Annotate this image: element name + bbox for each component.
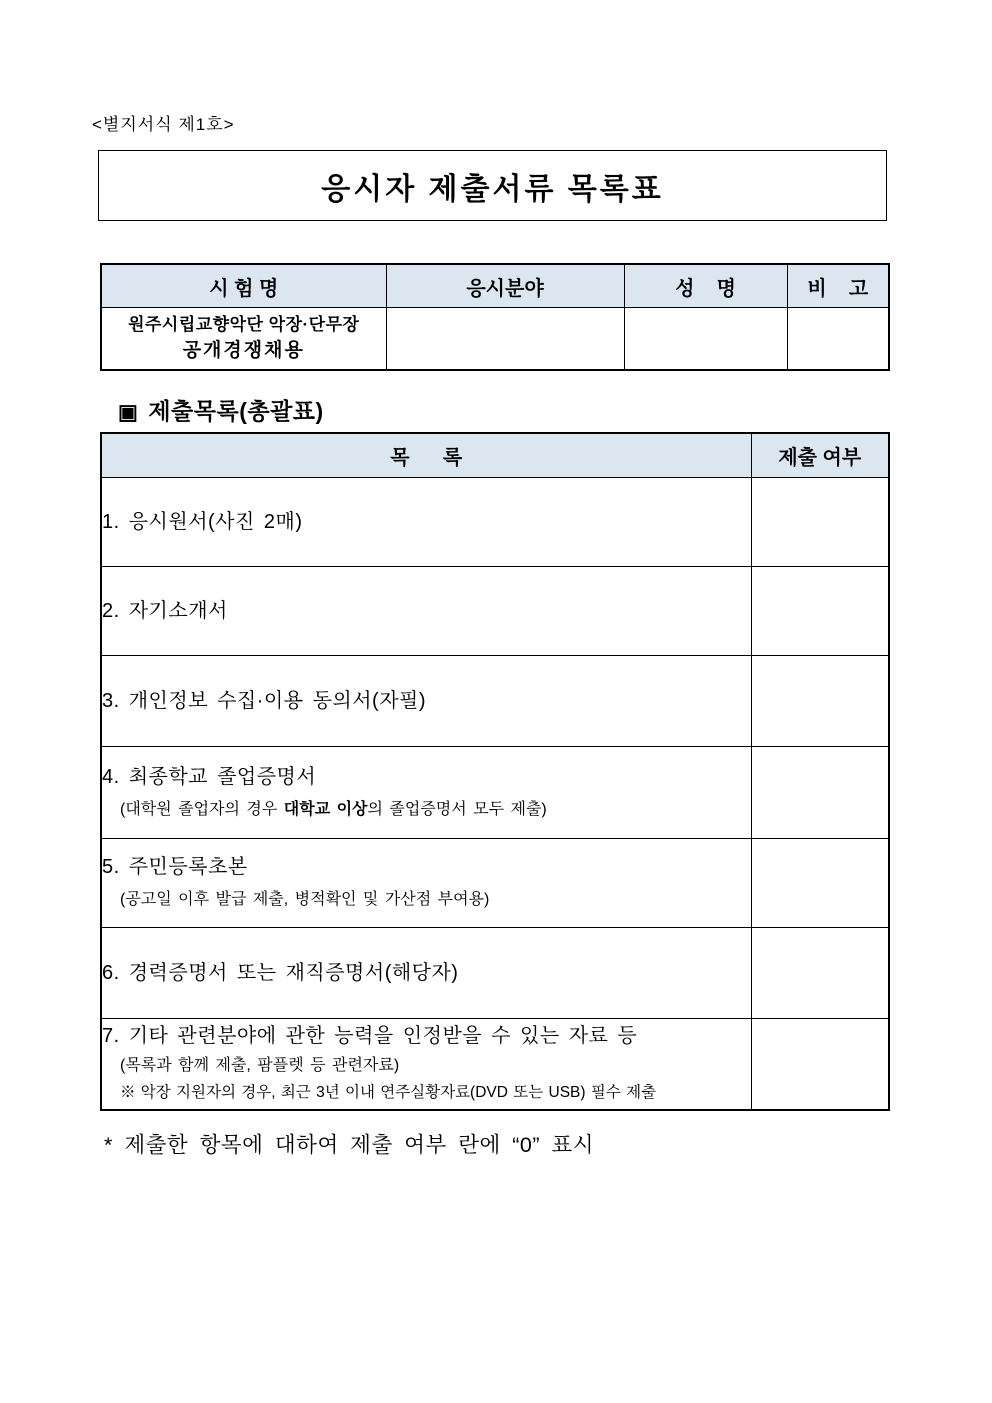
title-box bbox=[98, 150, 887, 221]
note-cell bbox=[787, 308, 889, 371]
col-header-note: 비 고 bbox=[787, 264, 889, 308]
exam-name-line1: 원주시립교향악단 악장·단무장 bbox=[128, 315, 360, 335]
col-header-field: 응시분야 bbox=[386, 264, 624, 308]
item-cell bbox=[101, 928, 751, 1019]
item-cell bbox=[101, 656, 751, 747]
exam-name-cell bbox=[101, 308, 386, 371]
section-heading-label: 제출목록(총괄표) bbox=[148, 398, 324, 424]
checklist-header-row bbox=[101, 433, 889, 478]
col-header-exam-name: 시 험 명 bbox=[101, 264, 386, 308]
submit-status-cell bbox=[751, 656, 889, 747]
checklist-row bbox=[101, 839, 889, 928]
item-cell bbox=[101, 747, 751, 839]
item-title: 1. 응시원서(사진 2매) bbox=[102, 510, 303, 533]
checklist-row bbox=[101, 656, 889, 747]
item-note: (목록과 함께 제출, 팜플렛 등 관련자료) bbox=[120, 1057, 400, 1075]
item-cell bbox=[101, 839, 751, 928]
footnote: * 제출한 항목에 대하여 제출 여부 란에 “0” 표시 bbox=[104, 1133, 595, 1157]
form-label: <별지서식 제1호> bbox=[92, 115, 235, 134]
checklist-row bbox=[101, 567, 889, 656]
checklist-row bbox=[101, 747, 889, 839]
item-note-2: ※ 악장 지원자의 경우, 최근 3년 이내 연주실황자료(DVD 또는 USB) 필수 제출 bbox=[120, 1084, 657, 1102]
checklist-row bbox=[101, 478, 889, 567]
exam-info-data-row bbox=[101, 308, 889, 371]
item-title: 7. 기타 관련분야에 관한 능력을 인정받을 수 있는 자료 등 bbox=[102, 1025, 638, 1048]
exam-name-line2: 공개경쟁채용 bbox=[182, 339, 305, 361]
item-cell bbox=[101, 1019, 751, 1110]
submit-status-cell bbox=[751, 747, 889, 839]
col-header-name: 성 명 bbox=[624, 264, 787, 308]
item-title: 3. 개인정보 수집·이용 동의서(자필) bbox=[102, 689, 426, 712]
submit-status-cell bbox=[751, 928, 889, 1019]
field-cell bbox=[386, 308, 624, 371]
checklist-row bbox=[101, 1019, 889, 1110]
submit-status-cell bbox=[751, 478, 889, 567]
exam-info-table bbox=[100, 263, 890, 371]
submit-status-cell bbox=[751, 567, 889, 656]
section-heading bbox=[118, 393, 324, 426]
item-note: (대학원 졸업자의 경우 대학교 이상의 졸업증명서 모두 제출) bbox=[120, 800, 547, 818]
submit-status-cell bbox=[751, 1019, 889, 1110]
item-title: 4. 최종학교 졸업증명서 bbox=[102, 765, 317, 788]
name-cell bbox=[624, 308, 787, 371]
item-note: (공고일 이후 발급 제출, 병적확인 및 가산점 부여용) bbox=[120, 891, 490, 909]
item-cell bbox=[101, 478, 751, 567]
item-title: 6. 경력증명서 또는 재직증명서(해당자) bbox=[102, 961, 459, 984]
submit-status-cell bbox=[751, 839, 889, 928]
checklist-table bbox=[100, 432, 890, 1111]
item-note-bold: 대학교 이상 bbox=[283, 800, 368, 818]
checklist-row bbox=[101, 928, 889, 1019]
item-cell bbox=[101, 567, 751, 656]
col-header-submitted: 제출 여부 bbox=[751, 433, 889, 478]
item-title: 5. 주민등록초본 bbox=[102, 856, 248, 879]
square-bullet-icon: ▣ bbox=[118, 401, 139, 424]
page-title: 응시자 제출서류 목록표 bbox=[321, 172, 664, 206]
exam-info-header-row bbox=[101, 264, 889, 308]
col-header-items: 목 록 bbox=[101, 433, 751, 478]
item-title: 2. 자기소개서 bbox=[102, 599, 228, 622]
